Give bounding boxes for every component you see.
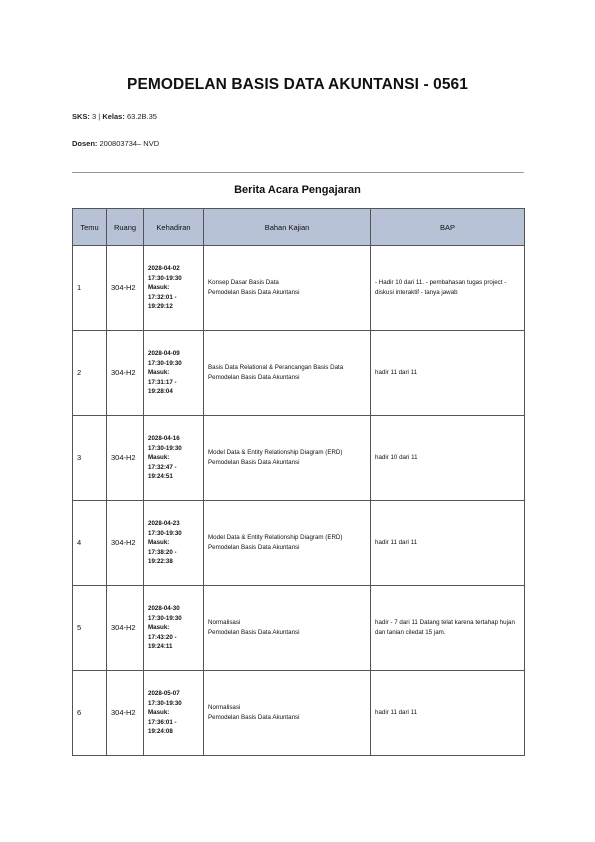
bap-cell: hadir - 7 dari 11 Datang telat karena tertahap hujan dan tanian ciledat 15 jam. (371, 586, 525, 671)
table-row (73, 586, 525, 671)
bahan-course: Pemodelan Basis Data Akuntansi (208, 289, 300, 296)
ruang-cell: 304-H2 (107, 416, 144, 501)
table-row (73, 331, 525, 416)
kehadiran-masuk: 17:36:01 - (148, 718, 177, 726)
bap-cell: - Hadir 10 dari 11. - pembahasan tugas project - diskusi interaktif - tanya jawab (371, 246, 525, 331)
course-meta-line (72, 112, 157, 121)
bahan-topic: Model Data & Entity Relationship Diagram (ERD) (208, 449, 343, 457)
kehadiran-date: 2028-04-02 (148, 264, 180, 272)
kehadiran-time: 17:30-19:30 (148, 614, 182, 622)
bap-cell: hadir 11 dari 11 (371, 331, 525, 416)
kehadiran-masuk-label: Masuk: (148, 624, 170, 632)
kehadiran-time: 17:30-19:30 (148, 699, 182, 707)
kehadiran-keluar: 19:28:04 (148, 388, 173, 396)
table-row (73, 671, 525, 756)
section-title: Berita Acara Pengajaran (234, 184, 361, 196)
dosen-line (72, 139, 159, 148)
kehadiran-cell (144, 671, 204, 756)
bahan-kajian-cell (204, 586, 371, 671)
bahan-topic: Basis Data Relational & Perancangan Basis Data (208, 364, 344, 372)
kehadiran-cell (144, 586, 204, 671)
kelas-label: Kelas: (102, 112, 125, 121)
table-row (73, 501, 525, 586)
header-bahan-kajian: Bahan Kajian (204, 209, 371, 246)
bahan-kajian-cell (204, 416, 371, 501)
bap-table (72, 208, 525, 756)
kehadiran-cell (144, 331, 204, 416)
kehadiran-keluar: 19:24:08 (148, 728, 173, 736)
table-row (73, 416, 525, 501)
kehadiran-date: 2028-04-16 (148, 434, 180, 442)
kehadiran-date: 2028-04-30 (148, 604, 180, 612)
kehadiran-cell (144, 246, 204, 331)
bahan-kajian-cell (204, 246, 371, 331)
bahan-course: Pemodelan Basis Data Akuntansi (208, 629, 300, 636)
kehadiran-masuk-label: Masuk: (148, 369, 170, 377)
ruang-cell: 304-H2 (107, 246, 144, 331)
bahan-course: Pemodelan Basis Data Akuntansi (208, 544, 300, 551)
kehadiran-cell (144, 501, 204, 586)
bap-cell: hadir 10 dari 11 (371, 416, 525, 501)
bahan-topic: Normalisasi (208, 704, 241, 712)
temu-cell: 2 (73, 331, 107, 416)
temu-cell: 6 (73, 671, 107, 756)
kehadiran-date: 2028-04-23 (148, 519, 180, 527)
kehadiran-date: 2028-05-07 (148, 689, 180, 697)
bahan-course: Pemodelan Basis Data Akuntansi (208, 459, 300, 466)
kehadiran-time: 17:30-19:30 (148, 444, 182, 452)
kehadiran-keluar: 19:24:11 (148, 643, 173, 651)
ruang-cell: 304-H2 (107, 331, 144, 416)
ruang-cell: 304-H2 (107, 586, 144, 671)
kehadiran-masuk: 17:32:47 - (148, 463, 177, 471)
page-title: PEMODELAN BASIS DATA AKUNTANSI - 0561 (127, 76, 468, 93)
kehadiran-masuk-label: Masuk: (148, 454, 170, 462)
kehadiran-keluar: 19:29:12 (148, 303, 173, 311)
header-ruang: Ruang (107, 209, 144, 246)
kehadiran-masuk-label: Masuk: (148, 539, 170, 547)
kehadiran-masuk: 17:32:01 - (148, 293, 177, 301)
ruang-cell: 304-H2 (107, 501, 144, 586)
kehadiran-time: 17:30-19:30 (148, 529, 182, 537)
dosen-value: 200803734– NVD (99, 139, 160, 148)
dosen-label: Dosen: (72, 139, 98, 148)
kehadiran-masuk-label: Masuk: (148, 709, 170, 717)
table-header-row (73, 209, 525, 246)
bahan-kajian-cell (204, 501, 371, 586)
bahan-kajian-cell (204, 671, 371, 756)
bap-cell: hadir 11 dari 11 (371, 501, 525, 586)
temu-cell: 3 (73, 416, 107, 501)
kehadiran-cell (144, 416, 204, 501)
header-bap: BAP (371, 209, 525, 246)
header-kehadiran: Kehadiran (144, 209, 204, 246)
kelas-value: 63.2B.35 (126, 112, 157, 121)
bap-cell: hadir 11 dari 11 (371, 671, 525, 756)
kehadiran-time: 17:30-19:30 (148, 359, 182, 367)
kehadiran-masuk-label: Masuk: (148, 284, 170, 292)
divider (72, 172, 524, 173)
kehadiran-time: 17:30-19:30 (148, 274, 182, 282)
bahan-topic: Model Data & Entity Relationship Diagram (ERD) (208, 534, 343, 542)
header-temu: Temu (73, 209, 107, 246)
kehadiran-masuk: 17:43:20 - (148, 633, 177, 641)
kehadiran-keluar: 19:24:51 (148, 473, 173, 481)
table-row (73, 246, 525, 331)
sks-label: SKS: (72, 112, 90, 121)
ruang-cell: 304-H2 (107, 671, 144, 756)
bahan-topic: Konsep Dasar Basis Data (208, 279, 279, 287)
bahan-kajian-cell (204, 331, 371, 416)
kehadiran-masuk: 17:38:20 - (148, 548, 177, 556)
kehadiran-keluar: 19:22:38 (148, 558, 173, 566)
temu-cell: 4 (73, 501, 107, 586)
temu-cell: 1 (73, 246, 107, 331)
kehadiran-masuk: 17:31:17 - (148, 378, 177, 386)
temu-cell: 5 (73, 586, 107, 671)
kehadiran-date: 2028-04-09 (148, 349, 180, 357)
bahan-course: Pemodelan Basis Data Akuntansi (208, 714, 300, 721)
sks-value: 3 (92, 112, 97, 121)
bahan-course: Pemodelan Basis Data Akuntansi (208, 374, 300, 381)
meta-separator: | (98, 112, 101, 121)
bahan-topic: Normalisasi (208, 619, 241, 627)
